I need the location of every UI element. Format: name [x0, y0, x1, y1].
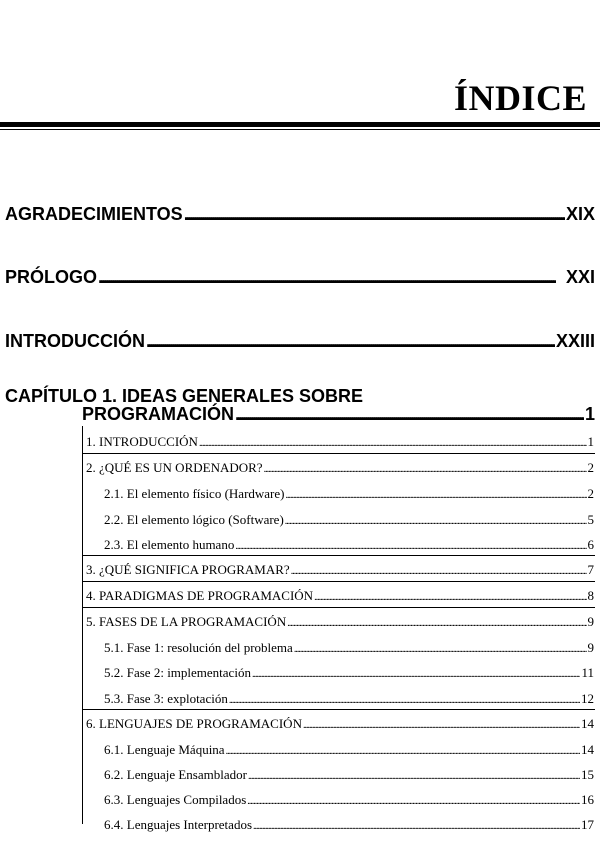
- toc-entry-chapter-1[interactable]: [82, 403, 595, 425]
- dot-leader: [291, 564, 587, 580]
- toc-entry-label: PRÓLOGO: [5, 267, 98, 287]
- toc-subsection-label: 5.3. Fase 3: explotación: [104, 691, 228, 706]
- toc-subsection[interactable]: [104, 486, 594, 504]
- dot-leader: [199, 436, 587, 452]
- dot-leader: [314, 590, 586, 606]
- toc-subsection-label: 6.3. Lenguajes Compilados: [104, 792, 247, 807]
- dot-leader: [229, 693, 580, 709]
- dot-leader: [235, 539, 586, 555]
- toc-subsection-label: 6.4. Lenguajes Interpretados: [104, 817, 253, 832]
- toc-subsection-page: 12: [581, 691, 594, 706]
- title-rule-thick: [0, 122, 600, 127]
- dot-leader: [264, 462, 587, 478]
- dot-leader: [294, 642, 587, 658]
- section-list-border: [82, 426, 83, 824]
- toc-subsection[interactable]: [104, 691, 594, 709]
- dot-leader: [226, 744, 580, 760]
- section-divider: [82, 555, 595, 556]
- toc-section[interactable]: [86, 460, 594, 478]
- toc-subsection[interactable]: [104, 512, 594, 530]
- toc-entry-introduccion[interactable]: [5, 330, 595, 352]
- toc-section-label: 2. ¿QUÉ ES UN ORDENADOR?: [86, 460, 263, 475]
- toc-subsection-page: 14: [581, 742, 594, 757]
- dot-leader: [248, 769, 580, 785]
- toc-entry-agradecimientos[interactable]: [5, 203, 595, 225]
- section-divider: [82, 607, 595, 608]
- toc-entry-page: XXI: [565, 267, 595, 287]
- toc-section-label: 5. FASES DE LA PROGRAMACIÓN: [86, 614, 287, 629]
- toc-subsection-label: 2.2. El elemento lógico (Software): [104, 512, 284, 527]
- toc-section[interactable]: [86, 614, 594, 632]
- toc-subsection-page: 16: [581, 792, 594, 807]
- dot-leader: [285, 514, 587, 530]
- toc-entry-page: XXIII: [555, 331, 595, 351]
- toc-section[interactable]: [86, 434, 594, 452]
- dot-leader: [253, 819, 580, 835]
- toc-section-page: 9: [587, 614, 594, 629]
- toc-section-page: 1: [587, 434, 594, 449]
- toc-subsection-page: 17: [581, 817, 594, 832]
- toc-subsection-page: 2: [587, 486, 594, 501]
- toc-section-page: 14: [581, 716, 594, 731]
- toc-subsection-page: 5: [587, 512, 594, 527]
- section-divider: [82, 581, 595, 582]
- toc-section-page: 2: [587, 460, 594, 475]
- toc-entry-label: INTRODUCCIÓN: [5, 331, 145, 351]
- toc-subsection[interactable]: [104, 640, 594, 658]
- toc-subsection[interactable]: [104, 792, 594, 810]
- toc-section[interactable]: [86, 588, 594, 606]
- chapter-heading: CAPÍTULO 1. IDEAS GENERALES SOBRE: [5, 386, 364, 406]
- title-rule-thin: [0, 129, 600, 130]
- toc-subsection-page: 15: [581, 767, 594, 782]
- dot-leader: [252, 667, 581, 683]
- toc-subsection[interactable]: [104, 665, 594, 683]
- toc-subsection-label: 5.1. Fase 1: resolución del problema: [104, 640, 293, 655]
- section-divider: [82, 453, 595, 454]
- dot-leader: [287, 616, 586, 632]
- toc-section-label: 6. LENGUAJES DE PROGRAMACIÓN: [86, 716, 302, 731]
- toc-subsection[interactable]: [104, 817, 594, 835]
- toc-section-page: 7: [587, 562, 594, 577]
- toc-entry-prologo[interactable]: [5, 266, 595, 288]
- dot-leader: [98, 266, 565, 288]
- toc-subsection[interactable]: [104, 537, 594, 555]
- chapter-heading-cont: PROGRAMACIÓN: [82, 404, 234, 424]
- dot-leader: [184, 203, 565, 225]
- toc-section[interactable]: [86, 562, 594, 580]
- dot-leader: [303, 718, 580, 734]
- page-title: ÍNDICE: [453, 78, 587, 118]
- toc-entry-page: 1: [584, 404, 595, 424]
- toc-subsection[interactable]: [104, 767, 594, 785]
- toc-subsection-label: 2.1. El elemento físico (Hardware): [104, 486, 285, 501]
- section-divider: [82, 709, 595, 710]
- dot-leader: [146, 330, 555, 352]
- toc-subsection[interactable]: [104, 742, 594, 760]
- toc-section-page: 8: [587, 588, 594, 603]
- toc-subsection-label: 6.1. Lenguaje Máquina: [104, 742, 225, 757]
- toc-section-label: 1. INTRODUCCIÓN: [86, 434, 198, 449]
- toc-section-label: 3. ¿QUÉ SIGNIFICA PROGRAMAR?: [86, 562, 290, 577]
- toc-section-label: 4. PARADIGMAS DE PROGRAMACIÓN: [86, 588, 314, 603]
- toc-subsection-label: 6.2. Lenguaje Ensamblador: [104, 767, 247, 782]
- toc-entry-page: XIX: [565, 204, 595, 224]
- dot-leader: [247, 794, 580, 810]
- toc-subsection-label: 5.2. Fase 2: implementación: [104, 665, 251, 680]
- dot-leader: [285, 488, 586, 504]
- toc-subsection-page: 11: [581, 665, 594, 680]
- toc-subsection-page: 6: [587, 537, 594, 552]
- toc-entry-label: AGRADECIMIENTOS: [5, 204, 183, 224]
- toc-subsection-label: 2.3. El elemento humano: [104, 537, 235, 552]
- toc-subsection-page: 9: [587, 640, 594, 655]
- dot-leader: [235, 403, 584, 425]
- toc-section[interactable]: [86, 716, 594, 734]
